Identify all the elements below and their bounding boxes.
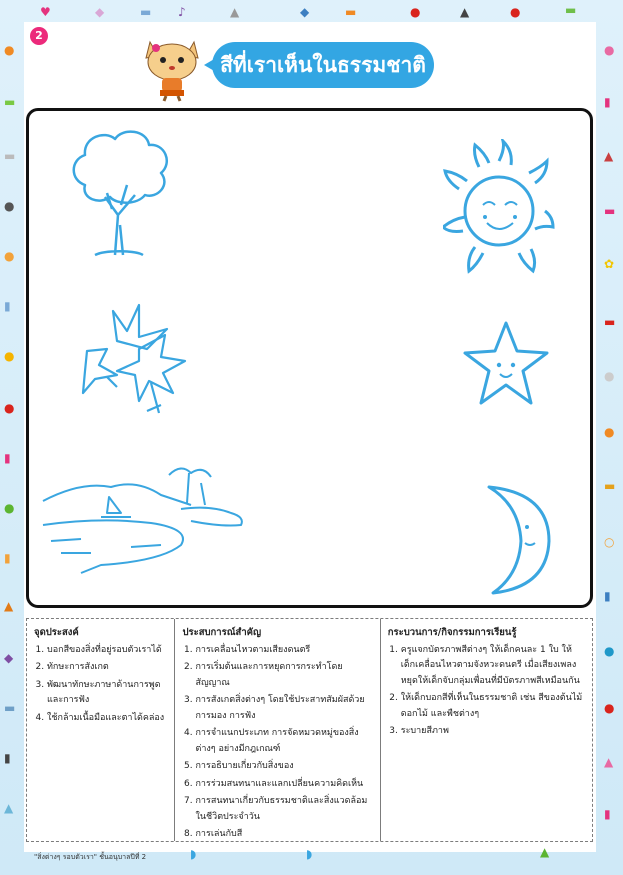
- page-title: สีที่เราเห็นในธรรมชาติ: [212, 42, 434, 88]
- activity-item: 1. ครูแจกบัตรภาพสีต่างๆ ให้เด็กคนละ 1 ใบ ให้เด็กเคลื่อนไหวตามจังหวะดนตรี เมื่อเสียงเพลงหยุดให้เด็กจับกลุ่มเพื่อนที่มีบัตรภาพสีเหมือนกัน: [401, 643, 586, 690]
- donut-icon: ●: [604, 43, 615, 57]
- cherry-icon: ●: [510, 5, 521, 19]
- key-experience-item: 8. การเล่นกับสี: [195, 827, 373, 843]
- butterfly-icon: ◆: [300, 5, 310, 19]
- candy-icon: ▮: [604, 95, 611, 109]
- airplane-icon: ▬: [565, 3, 577, 17]
- swan-icon: ●: [604, 369, 615, 383]
- apple-icon: ●: [604, 701, 615, 715]
- book-icon: ▬: [140, 5, 152, 19]
- key-experience-item: 4. การจำแนกประเภท การจัดหมวดหมู่ของสิ่งต่างๆ อย่างมีกฎเกณฑ์: [195, 726, 373, 757]
- key-experience-item: 2. การเริ่มต้นและการหยุดการกระทำโดยสัญญาณ: [195, 660, 373, 691]
- moon-drawing: [459, 483, 553, 595]
- balloon-icon: ●: [604, 644, 615, 658]
- lesson-plan-table: [26, 618, 593, 842]
- key-experience-item: 6. การร่วมสนทนาและแลกเปลี่ยนความคิดเห็น: [195, 777, 373, 793]
- objective-item: 4. ใช้กล้ามเนื้อมือและตาได้คล่อง: [47, 711, 168, 727]
- cake-icon: ▬: [4, 95, 16, 109]
- beach-island-drawing: [41, 461, 245, 583]
- sun-drawing: [443, 139, 555, 279]
- cupcake-icon: ▲: [604, 755, 614, 769]
- objectives-list: [34, 643, 168, 727]
- activity-item: 2. ให้เด็กบอกสีที่เห็นในธรรมชาติ เช่น สีของต้นไม้ ดอกไม้ และพืชต่างๆ: [401, 691, 586, 722]
- activities-heading: กระบวนการ/กิจกรรมการเรียนรู้: [387, 627, 517, 638]
- jar-icon: ▮: [604, 807, 611, 821]
- penguin-icon: ▮: [4, 751, 11, 765]
- fox-icon: ▲: [4, 599, 14, 613]
- objectives-heading: จุดประสงค์: [34, 627, 79, 638]
- objective-item: 1. บอกสีของสิ่งที่อยู่รอบตัวเราได้: [47, 643, 168, 659]
- pineapple-icon: ●: [4, 349, 15, 363]
- footer-caption: "สิ่งต่างๆ รอบตัวเรา" ชั้นอนุบาลปีที่ 2: [34, 853, 147, 861]
- tree-drawing: [65, 125, 175, 261]
- dolphin-icon: ◗: [306, 847, 313, 861]
- key-experiences-column: [174, 619, 379, 841]
- key-experience-item: 3. การสังเกตสิ่งต่างๆ โดยใช้ประสาทสัมผัสด้วยการมอง การฟัง: [195, 693, 373, 724]
- star-drawing: [461, 319, 551, 407]
- flower-drawing: [77, 301, 187, 421]
- activity-item: 3. ระบายสีภาพ: [401, 724, 586, 740]
- music-note-icon: ♪: [178, 5, 186, 19]
- key-experience-item: 5. การอธิบายเกี่ยวกับสิ่งของ: [195, 759, 373, 775]
- bowling-icon: ●: [4, 199, 15, 213]
- key-experience-item: 1. การเคลื่อนไหวตามเสียงดนตรี: [195, 643, 373, 659]
- objective-item: 2. ทักษะการสังเกต: [47, 660, 168, 676]
- bone-icon: ▬: [4, 149, 16, 163]
- orange-fruit-icon: ●: [604, 425, 615, 439]
- heart-icon: ♥: [40, 5, 51, 19]
- kitten-mascot: [140, 34, 204, 102]
- flowers-icon: ✿: [604, 257, 615, 271]
- house-icon: ▲: [4, 801, 14, 815]
- snail-icon: ●: [4, 249, 15, 263]
- activities-column: [380, 619, 592, 841]
- objectives-column: [27, 619, 174, 841]
- lime-icon: ●: [4, 501, 15, 515]
- telephone-icon: ▬: [604, 204, 616, 218]
- phone-icon: ▮: [4, 299, 11, 313]
- kite-icon: ◆: [4, 651, 14, 665]
- fruit-bowl-icon: ▬: [604, 479, 616, 493]
- coloring-frame: [26, 108, 593, 608]
- key-experiences-heading: ประสบการณ์สำคัญ: [182, 627, 262, 638]
- objective-item: 3. พัฒนาทักษะภาษาด้านการพูดและการฟัง: [47, 678, 168, 709]
- island-icon: ▲: [540, 845, 550, 859]
- strawberry-icon: ●: [410, 5, 421, 19]
- key-experiences-list: [182, 643, 373, 843]
- train-icon: ▮: [4, 451, 11, 465]
- bus-icon: ▬: [4, 701, 16, 715]
- key-experience-item: 7. การสนทนาเกี่ยวกับธรรมชาติและสิ่งแวดล้อมในชีวิตประจำวัน: [195, 794, 373, 825]
- helicopter-icon: ▬: [345, 5, 357, 19]
- car-icon: ▬: [604, 315, 616, 329]
- swallow-icon: ▲: [460, 5, 470, 19]
- bottle-icon: ▮: [4, 551, 11, 565]
- page-number-badge: 2: [30, 27, 48, 45]
- activities-list: [388, 643, 586, 740]
- orange-icon: ●: [4, 43, 15, 57]
- dolphin-icon: ◗: [190, 847, 197, 861]
- clip-icon: ◆: [95, 5, 105, 19]
- bird-icon: ▲: [230, 5, 240, 19]
- ring-icon: ○: [604, 535, 615, 549]
- cake-slice-icon: ▲: [604, 149, 614, 163]
- pencil-icon: ▮: [604, 589, 611, 603]
- tomato-icon: ●: [4, 401, 15, 415]
